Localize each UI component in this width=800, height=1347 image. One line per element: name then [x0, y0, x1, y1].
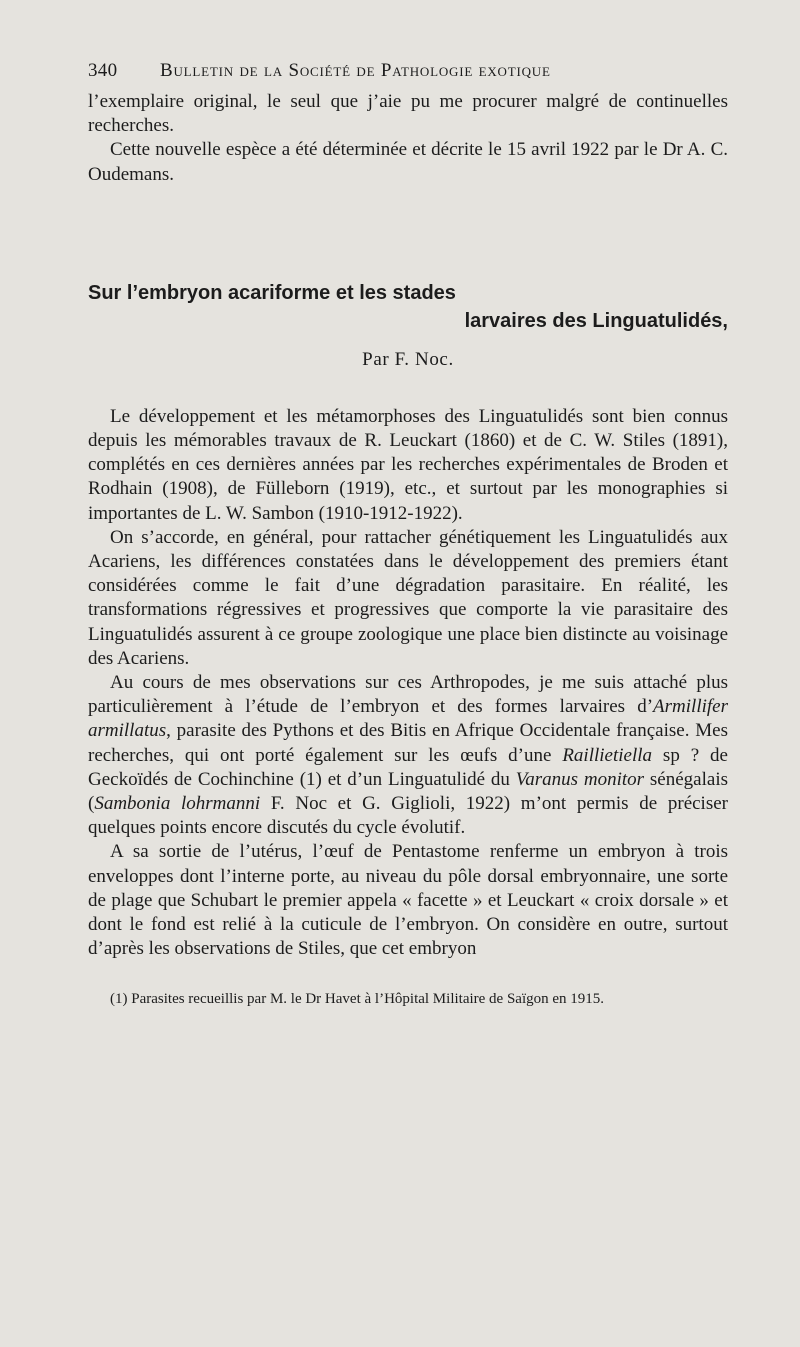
article-byline: Par F. Noc.	[362, 348, 454, 370]
previous-article-paragraph: l’exemplaire original, le seul que j’aie pu me procurer malgré de continuelles recherches.	[88, 91, 728, 137]
species-name: Armillifer armillatus	[88, 696, 728, 742]
species-name: Sambonia lohrmanni	[94, 793, 261, 815]
running-title: Bulletin de la Société de Pathologie exotique	[160, 60, 551, 81]
text-run: F. Noc et G. Giglioli, 1922) m’ont permis de préciser quelques points encore discutés du cycle évolutif.	[88, 793, 728, 839]
text-run: Au cours de mes observations sur ces Arthropodes, je me suis attaché plus particulièrement à l’étude de l’embryon et des formes larvaires d’	[88, 672, 728, 718]
text-run: sp ? de Geckoïdés de Cochinchine (1) et d’un Linguatulidé du	[88, 744, 728, 790]
species-name: Raillietiella	[562, 744, 653, 766]
previous-article-paragraph: Cette nouvelle espèce a été déterminée et décrite le 15 avril 1922 par le Dr A. C. Oudemans.	[88, 139, 728, 185]
body-paragraph: Le développement et les métamorphoses des Linguatulidés sont bien connus depuis les mémorables travaux de R. Leuckart (1860) et de C. W. Stiles (1891), complétés en ces dernières années par les recherches expérimentales de Broden et Rodhain (1908), de Fülleborn (1919), etc., et surtout par les monographies si importantes de L. W. Sambon (1910-1912-1922).	[88, 405, 728, 524]
article-title	[88, 279, 728, 335]
article-title-line: Sur l’embryon acariforme et les stades	[88, 281, 456, 304]
body-paragraph: A sa sortie de l’utérus, l’œuf de Pentastome renferme un embryon à trois enveloppes dont l’interne porte, au niveau du pôle dorsal embryonnaire, une sorte de plage que Schubart le premier appela « facette » et Leuckart « croix dorsale » et dont le fond est relié à la cuticule de l’embryon. On considère en outre, surtout d’après les observations de Stiles, que cet embryon	[88, 841, 728, 960]
text-run: , parasite des Pythons et des Bitis en Afrique Occidentale française. Mes recherches, qui ont porté également sur les œufs d’une	[88, 720, 728, 766]
footnote: (1) Parasites recueillis par M. le Dr Havet à l’Hôpital Militaire de Saïgon en 1915.	[110, 991, 605, 1008]
species-name: Varanus monitor	[515, 768, 645, 790]
page-number: 340	[88, 60, 118, 81]
page-body	[88, 60, 728, 1009]
body-paragraph	[88, 671, 728, 840]
body-paragraph: On s’accorde, en général, pour rattacher génétiquement les Linguatulidés aux Acariens, les différences constatées dans le développement des premiers étant considérées comme le fait d’une dégradation parasitaire. En réalité, les transformations régressives et progressives que comporte la vie parasitaire des Linguatulidés assurent à ce groupe zoologique une place bien distincte au voisinage des Acariens.	[88, 526, 728, 669]
article-title-line: larvaires des Linguatulidés,	[464, 309, 728, 332]
running-header	[88, 60, 728, 82]
text-run: sénégalais (	[88, 768, 728, 815]
